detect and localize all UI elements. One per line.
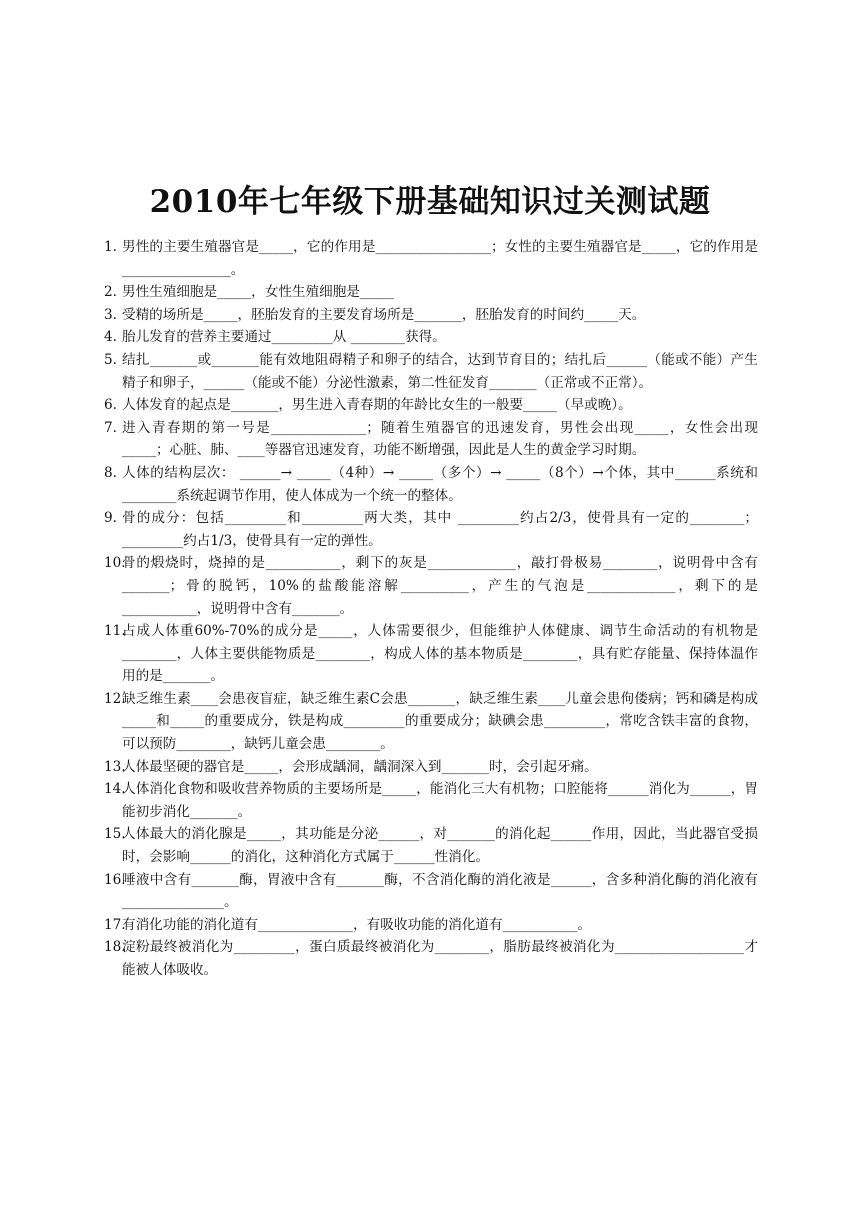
question-item (104, 507, 758, 552)
question-number: 8. (104, 464, 117, 481)
question-item (104, 620, 758, 688)
question-list (104, 236, 758, 982)
question-item (104, 304, 758, 327)
question-text: 结扎_______或_______能有效地阻碍精子和卵子的结合，达到节育目的；结扎后______（能或不能）产生精子和卵子，______（能或不能）分泌性激素，第二性征发育_______（正常或不正常）。 (122, 351, 758, 391)
question-text: 骨的煅烧时，烧掉的是___________，剩下的灰是_____________，敲打骨极易________，说明骨中含有_______；骨的脱钙，10%的盐酸能溶解__________，产生的气泡是_____________，剩下的是___________，说明骨中含有_______。 (122, 555, 758, 617)
question-text: 受精的场所是_____，胚胎发育的主要发育场所是_______，胚胎发育的时间约_____天。 (122, 306, 646, 323)
question-number: 17. (104, 916, 126, 933)
question-text: 占成人体重60%-70%的成分是_____，人体需要很少，但能维护人体健康、调节生命活动的有机物是________，人体主要供能物质是________，构成人体的基本物质是________，具有贮存能量、保持体温作用的是_______。 (122, 623, 758, 685)
question-text: 有消化功能的消化道有______________，有吸收功能的消化道有___________。 (122, 916, 591, 933)
question-number: 3. (104, 306, 117, 323)
question-number: 4. (104, 329, 117, 346)
question-item (104, 688, 758, 756)
question-item (104, 349, 758, 394)
question-text: 进入青春期的第一号是______________；随着生殖器官的迅速发育，男性会出现_____，女性会出现_____；心脏、肺、____等器官迅速发育，功能不断增强，因此是人生的黄金学习时期。 (122, 419, 758, 459)
question-text: 人体最大的消化腺是_____，其功能是分泌______，对_______的消化起______作用，因此，当此器官受损时，会影响______的消化，这种消化方式属于______性消化。 (122, 826, 758, 866)
question-item (104, 756, 758, 779)
question-text: 骨的成分：包括_________和_________两大类，其中 _________约占2/3，使骨具有一定的________；_________约占1/3，使骨具有一定的弹性。 (122, 510, 758, 549)
question-number: 14. (104, 781, 126, 798)
question-number: 16. (104, 871, 126, 888)
question-number: 9. (104, 510, 117, 527)
question-number: 6. (104, 397, 117, 414)
question-item (104, 936, 758, 981)
question-text: 人体消化食物和吸收营养物质的主要场所是_____，能消化三大有机物；口腔能将______消化为______，胃能初步消化_______。 (122, 781, 758, 820)
question-text: 男性生殖细胞是_____，女性生殖细胞是_____ (122, 284, 394, 301)
question-text: 缺乏维生素____会患夜盲症，缺乏维生素C会患_______，缺乏维生素____儿童会患佝偻病；钙和磷是构成_____和_____的重要成分，铁是构成_________的重要成分；缺碘会患_________，常吃含铁丰富的食物，可以预防________，缺钙儿童会患________。 (122, 690, 758, 753)
question-text: 人体发育的起点是_______，男生进入青春期的年龄比女生的一般要_____（早或晚）。 (122, 397, 632, 414)
question-item (104, 462, 758, 507)
question-text: 人体的结构层次： ______→ _____（4种）→ _____（多个）→ _____（8个）→个体，其中______系统和________系统起调节作用，使人体成为一个统一的整体。 (122, 464, 758, 504)
question-number: 13. (104, 758, 126, 775)
question-text: 胎儿发育的营养主要通过_________从 ________获得。 (122, 329, 446, 346)
question-number: 5. (104, 351, 117, 368)
question-number: 11. (104, 623, 126, 640)
question-item (104, 417, 758, 462)
question-item (104, 394, 758, 417)
question-text: 唾液中含有_______酶，胃液中含有_______酶，不含消化酶的消化液是______，含多种消化酶的消化液有_______________。 (122, 871, 758, 911)
question-number: 10. (104, 555, 126, 572)
question-item (104, 823, 758, 868)
question-item (104, 552, 758, 620)
question-number: 12. (104, 690, 126, 707)
question-text: 男性的主要生殖器官是_____，它的作用是_________________；女性的主要生殖器官是_____，它的作用是________________。 (122, 239, 758, 278)
question-item (104, 281, 758, 304)
question-item (104, 326, 758, 349)
question-text: 淀粉最终被消化为_________，蛋白质最终被消化为________，脂肪最终被消化为___________________才能被人体吸收。 (122, 939, 758, 978)
question-item (104, 869, 758, 914)
question-item (104, 778, 758, 823)
question-text: 人体最坚硬的器官是_____，会形成龋洞，龋洞深入到_______时，会引起牙痛。 (122, 758, 598, 775)
page-title: 2010年七年级下册基础知识过关测试题 (149, 184, 711, 220)
question-number: 1. (104, 239, 117, 255)
question-item (104, 236, 758, 281)
question-number: 15. (104, 826, 126, 843)
question-number: 2. (104, 284, 117, 301)
question-item (104, 914, 758, 937)
question-number: 18. (104, 939, 126, 956)
question-number: 7. (104, 419, 117, 436)
